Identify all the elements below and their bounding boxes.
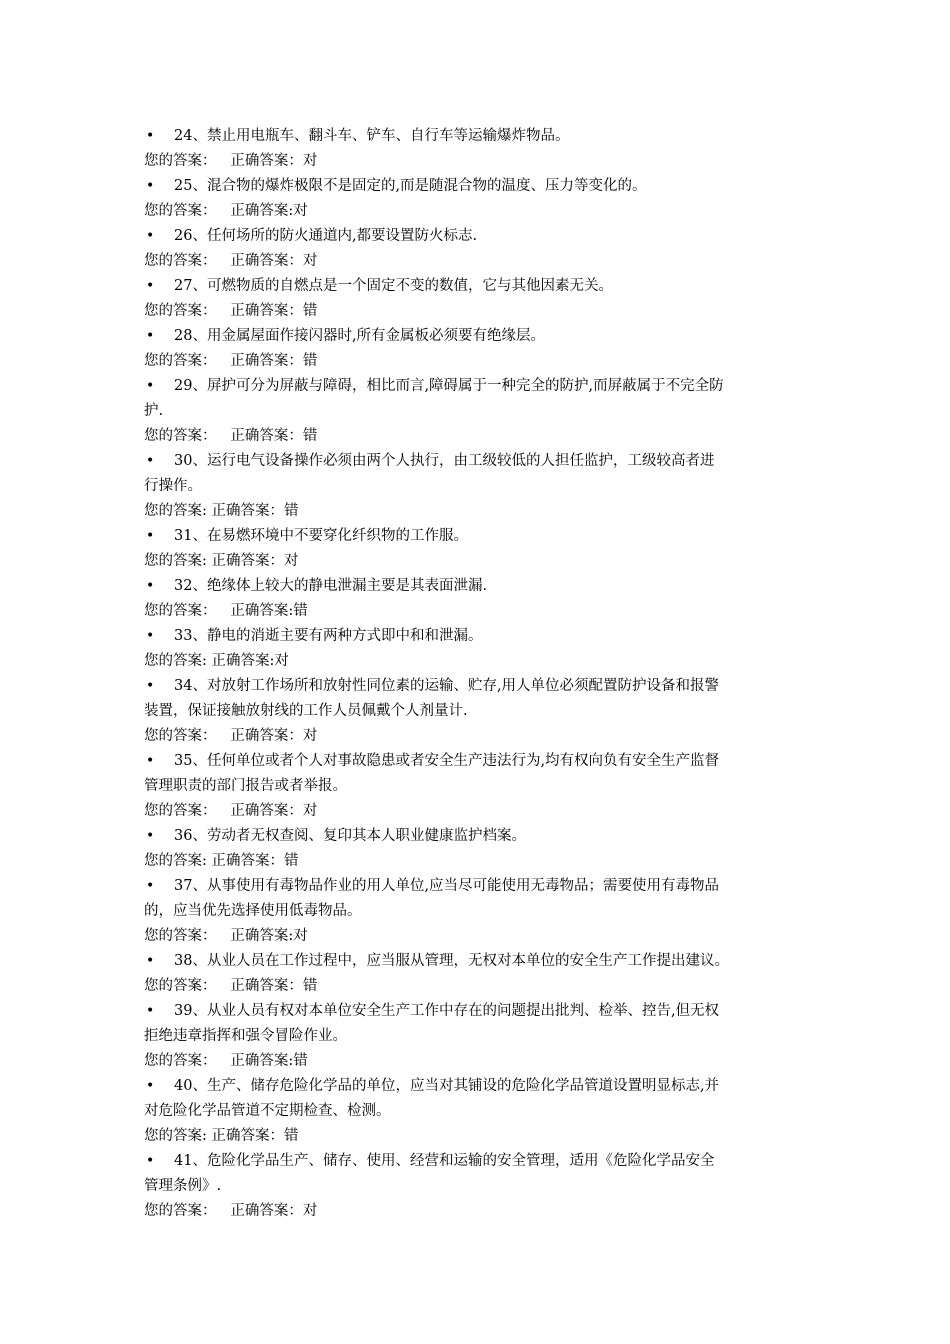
bullet-icon: • <box>146 228 155 244</box>
question-text: 40、生产、储存危险化学品的单位，应当对其铺设的危险化学品管道设置明显标志,并 <box>174 1078 720 1094</box>
answer-line: 您的答案： 正确答案:错 <box>144 603 308 619</box>
answer-line: 您的答案: 正确答案：错 <box>144 853 299 869</box>
answer-line: 您的答案: 正确答案:对 <box>144 653 289 669</box>
answer-line: 您的答案： 正确答案:对 <box>144 203 308 219</box>
question-item <box>144 1074 810 1124</box>
answer-line: 您的答案: 正确答案：错 <box>144 503 299 519</box>
answer-line: 您的答案： 正确答案：对 <box>144 1203 318 1219</box>
question-text: 39、从业人员有权对本单位安全生产工作中存在的问题提出批判、检举、控告,但无权 <box>174 1003 720 1019</box>
bullet-icon: • <box>146 953 155 969</box>
question-item <box>144 874 810 924</box>
bullet-icon: • <box>146 753 155 769</box>
bullet-icon: • <box>146 828 155 844</box>
question-item <box>144 124 810 149</box>
answer-line: 您的答案： 正确答案:对 <box>144 928 308 944</box>
question-text-continued: 拒绝违章指挥和强令冒险作业。 <box>144 1028 347 1044</box>
question-text-continued: 装置，保证接触放射线的工作人员佩戴个人剂量计. <box>144 703 468 719</box>
question-text: 29、屏护可分为屏蔽与障碍，相比而言,障碍属于一种完全的防护,而屏蔽属于不完全防 <box>174 378 724 394</box>
question-item <box>144 674 810 724</box>
question-item <box>144 824 810 849</box>
question-text-continued: 管理职责的部门报告或者举报。 <box>144 778 347 794</box>
question-item <box>144 274 810 299</box>
question-text: 34、对放射工作场所和放射性同位素的运输、贮存,用人单位必须配置防护设备和报警 <box>174 678 720 694</box>
bullet-icon: • <box>146 278 155 294</box>
question-text: 24、禁止用电瓶车、翻斗车、铲车、自行车等运输爆炸物品。 <box>174 128 570 144</box>
bullet-icon: • <box>146 328 155 344</box>
question-text: 41、危险化学品生产、储存、使用、经营和运输的安全管理，适用《危险化学品安全 <box>174 1153 715 1169</box>
bullet-icon: • <box>146 453 155 469</box>
question-item <box>144 999 810 1049</box>
bullet-icon: • <box>146 1003 155 1019</box>
answer-line: 您的答案： 正确答案：对 <box>144 153 318 169</box>
bullet-icon: • <box>146 678 155 694</box>
question-text: 30、运行电气设备操作必须由两个人执行，由工级较低的人担任监护，工级较高者进 <box>174 453 715 469</box>
question-item <box>144 749 810 799</box>
question-item <box>144 1149 810 1199</box>
question-list <box>144 124 810 1224</box>
answer-line: 您的答案: 正确答案：错 <box>144 1128 299 1144</box>
answer-line: 您的答案： 正确答案：对 <box>144 803 318 819</box>
question-text: 38、从业人员在工作过程中，应当服从管理，无权对本单位的安全生产工作提出建议。 <box>174 953 729 969</box>
question-text: 36、劳动者无权查阅、复印其本人职业健康监护档案。 <box>174 828 526 844</box>
answer-line: 您的答案： 正确答案：错 <box>144 353 318 369</box>
answer-line: 您的答案： 正确答案：错 <box>144 303 318 319</box>
question-text: 33、静电的消逝主要有两种方式即中和和泄漏。 <box>174 628 483 644</box>
question-item <box>144 449 810 499</box>
question-text-continued: 的，应当优先选择使用低毒物品。 <box>144 903 362 919</box>
answer-line: 您的答案： 正确答案：对 <box>144 253 318 269</box>
question-item <box>144 624 810 649</box>
bullet-icon: • <box>146 578 155 594</box>
question-text: 35、任何单位或者个人对事故隐患或者安全生产违法行为,均有权向负有安全生产监督 <box>174 753 720 769</box>
question-text: 31、在易燃环境中不要穿化纤织物的工作服。 <box>174 528 468 544</box>
bullet-icon: • <box>146 128 155 144</box>
question-item <box>144 324 810 349</box>
question-text: 27、可燃物质的自燃点是一个固定不变的数值，它与其他因素无关。 <box>174 278 613 294</box>
bullet-icon: • <box>146 628 155 644</box>
answer-line: 您的答案: 正确答案：对 <box>144 553 299 569</box>
bullet-icon: • <box>146 178 155 194</box>
question-text: 32、绝缘体上较大的静电泄漏主要是其表面泄漏. <box>174 578 488 594</box>
question-text-continued: 管理条例》. <box>144 1178 222 1194</box>
question-item <box>144 374 810 424</box>
question-text: 37、从事使用有毒物品作业的用人单位,应当尽可能使用无毒物品；需要使用有毒物品 <box>174 878 720 894</box>
answer-line: 您的答案： 正确答案:错 <box>144 1053 308 1069</box>
question-text: 25、混合物的爆炸极限不是固定的,而是随混合物的温度、压力等变化的。 <box>174 178 647 194</box>
bullet-icon: • <box>146 878 155 894</box>
question-item <box>144 524 810 549</box>
question-text-continued: 对危险化学品管道不定期检查、检测。 <box>144 1103 391 1119</box>
question-text-continued: 行操作。 <box>144 478 202 494</box>
question-text: 28、用金属屋面作接闪器时,所有金属板必须要有绝缘层。 <box>174 328 546 344</box>
answer-line: 您的答案： 正确答案：错 <box>144 428 318 444</box>
question-item <box>144 949 810 974</box>
question-item <box>144 224 810 249</box>
answer-line: 您的答案： 正确答案：错 <box>144 978 318 994</box>
bullet-icon: • <box>146 378 155 394</box>
bullet-icon: • <box>146 528 155 544</box>
question-text: 26、任何场所的防火通道内,都要设置防火标志. <box>174 228 478 244</box>
question-item <box>144 574 810 599</box>
question-item <box>144 174 810 199</box>
bullet-icon: • <box>146 1078 155 1094</box>
bullet-icon: • <box>146 1153 155 1169</box>
question-text-continued: 护. <box>144 403 164 419</box>
answer-line: 您的答案： 正确答案：对 <box>144 728 318 744</box>
